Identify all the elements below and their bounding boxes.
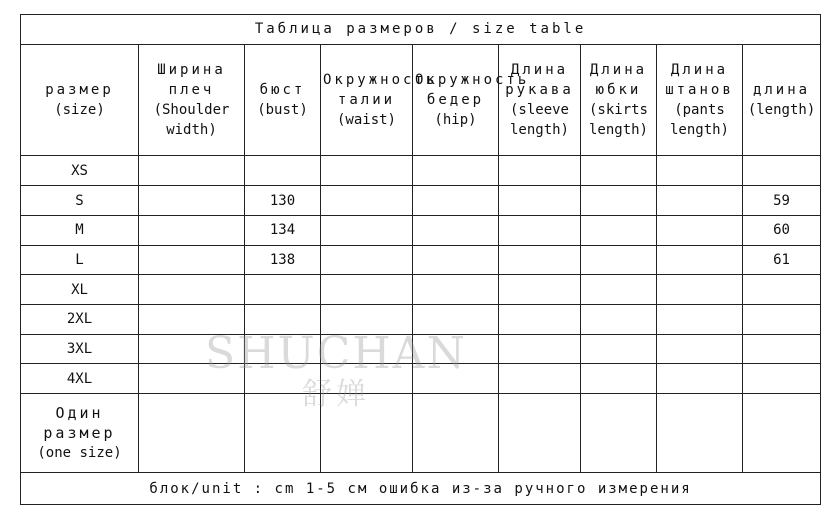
header-label-ru: Длина штанов (665, 62, 734, 99)
table-cell (321, 156, 413, 186)
table-cell: 61 (743, 245, 821, 275)
table-cell (321, 215, 413, 245)
header-label-ru: размер (45, 82, 114, 99)
watermark-cjk: 舒婵 (302, 377, 370, 412)
watermark-latin: SHUCHAN (205, 328, 467, 379)
table-cell (321, 364, 413, 394)
table-cell (581, 394, 657, 473)
table-cell (139, 305, 245, 335)
table-cell: 59 (743, 186, 821, 216)
table-cell (245, 334, 321, 364)
table-cell (321, 186, 413, 216)
header-label-ru: Окружность талии (323, 72, 438, 109)
size-label: XL (21, 275, 139, 305)
table-cell (657, 156, 743, 186)
size-label: L (21, 245, 139, 275)
header-label-en: (hip) (434, 112, 477, 129)
header-waist (321, 44, 438, 156)
table-cell: 134 (245, 215, 321, 245)
header-shoulder (139, 44, 245, 156)
table-cell (657, 186, 743, 216)
table-cell (499, 305, 581, 335)
table-cell (139, 394, 245, 473)
table-cell (743, 305, 821, 335)
size-label: 3XL (21, 334, 139, 364)
header-label-ru: Длина юбки (589, 62, 648, 99)
table-cell (139, 156, 245, 186)
table-cell (581, 364, 657, 394)
header-label-ru: длина (752, 82, 811, 99)
table-cell (139, 334, 245, 364)
table-cell (413, 245, 499, 275)
table-cell (581, 305, 657, 335)
table-row (21, 364, 821, 394)
table-title-ru: Таблица размеров (254, 21, 438, 38)
table-row-one-size (21, 394, 821, 473)
table-row (21, 305, 821, 335)
table-cell (499, 275, 581, 305)
table-cell (657, 394, 743, 473)
table-cell (581, 334, 657, 364)
table-cell (321, 245, 413, 275)
table-cell (321, 275, 413, 305)
table-cell (743, 334, 821, 364)
header-label-en: (Shoulder width) (153, 102, 230, 139)
table-cell (743, 364, 821, 394)
header-size (21, 44, 139, 156)
table-cell (413, 156, 499, 186)
table-cell (245, 156, 321, 186)
table-cell (581, 186, 657, 216)
table-cell (321, 305, 413, 335)
table-cell (139, 215, 245, 245)
table-cell (413, 275, 499, 305)
one-size-label-en: (one size) (37, 445, 122, 462)
table-cell (139, 245, 245, 275)
table-row (21, 186, 821, 216)
header-hip (413, 44, 530, 156)
header-row (21, 44, 821, 156)
table-cell (581, 245, 657, 275)
header-skirt (581, 44, 657, 156)
table-cell (657, 364, 743, 394)
table-cell (245, 305, 321, 335)
header-bust (245, 44, 321, 156)
table-cell (499, 156, 581, 186)
header-pants (657, 44, 743, 156)
table-cell (413, 186, 499, 216)
table-cell (499, 394, 581, 473)
table-row (21, 334, 821, 364)
header-label-ru: Ширина плеч (157, 62, 226, 99)
table-cell (245, 275, 321, 305)
table-cell (499, 364, 581, 394)
table-cell: 138 (245, 245, 321, 275)
size-label: S (21, 186, 139, 216)
table-cell (413, 364, 499, 394)
header-label-en: (size) (54, 102, 105, 119)
one-size-label (21, 394, 139, 473)
header-label-en: (waist) (336, 112, 396, 129)
size-table (20, 14, 821, 505)
header-label-en: (length) (747, 102, 816, 119)
table-row (21, 275, 821, 305)
table-title (21, 15, 821, 45)
table-cell (657, 334, 743, 364)
table-body (21, 156, 821, 394)
table-cell (413, 215, 499, 245)
table-cell (581, 275, 657, 305)
table-cell (743, 275, 821, 305)
table-row (21, 156, 821, 186)
one-size-label-ru: Один размер (43, 404, 116, 443)
table-cell: 130 (245, 186, 321, 216)
table-row (21, 245, 821, 275)
header-label-en: (sleeve length) (509, 102, 569, 139)
table-cell (657, 215, 743, 245)
table-cell (581, 215, 657, 245)
table-cell: 60 (743, 215, 821, 245)
table-cell (499, 334, 581, 364)
table-cell (245, 364, 321, 394)
size-label: 2XL (21, 305, 139, 335)
size-label: XS (21, 156, 139, 186)
table-cell (743, 156, 821, 186)
table-cell (499, 186, 581, 216)
table-cell (139, 186, 245, 216)
table-title-en: / size table (449, 21, 587, 38)
header-label-en: (pants length) (669, 102, 729, 139)
header-length (743, 44, 821, 156)
table-cell (657, 305, 743, 335)
size-label: 4XL (21, 364, 139, 394)
header-label-ru: Окружность бедер (415, 72, 530, 109)
table-row (21, 215, 821, 245)
header-label-en: (skirts length) (588, 102, 648, 139)
table-cell (245, 394, 321, 473)
size-chart (20, 14, 820, 505)
table-cell (139, 275, 245, 305)
table-cell (499, 215, 581, 245)
table-cell (321, 394, 413, 473)
table-cell (743, 394, 821, 473)
header-label-en: (bust) (257, 102, 308, 119)
table-cell (413, 334, 499, 364)
table-cell (413, 305, 499, 335)
header-sleeve (499, 44, 581, 156)
table-cell (139, 364, 245, 394)
table-cell (499, 245, 581, 275)
header-label-ru: бюст (259, 82, 306, 99)
table-cell (657, 275, 743, 305)
table-footer: блок/unit : cm 1-5 см ошибка из-за ручного измерения (21, 473, 821, 505)
table-cell (413, 394, 499, 473)
table-cell (581, 156, 657, 186)
header-label-ru: Длина рукава (505, 62, 574, 99)
table-cell (657, 245, 743, 275)
table-cell (321, 334, 413, 364)
size-label: M (21, 215, 139, 245)
